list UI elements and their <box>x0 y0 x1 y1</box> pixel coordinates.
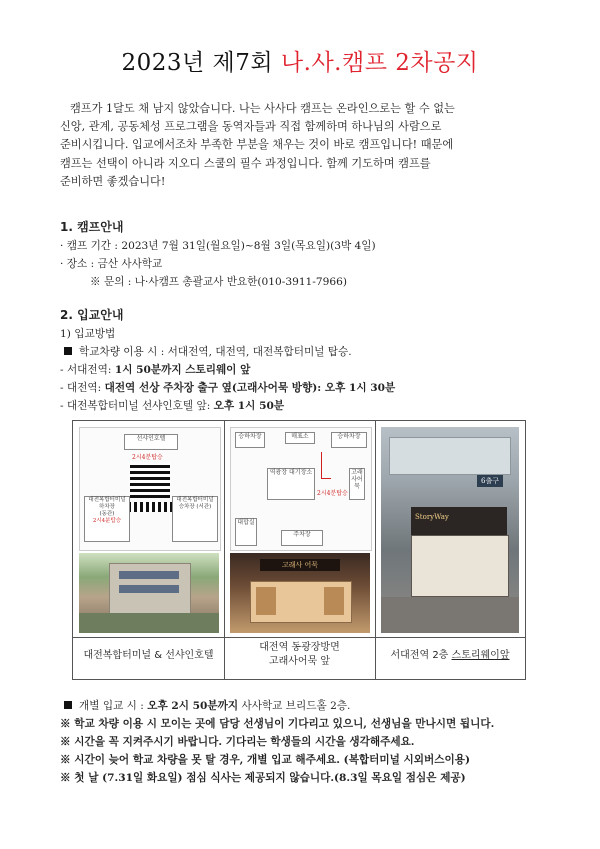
intro-line: 캠프가 1달도 채 남지 않았습니다. 나는 사사다 캠프는 온라인으로는 할 수 없는 <box>70 102 455 115</box>
intro-paragraph <box>60 100 560 191</box>
storyway-link[interactable]: 스토리웨이앞 <box>451 650 510 661</box>
intro-line: 신앙, 관계, 공동체성 프로그램을 동역자들과 직접 함께하며 하나님의 사람으로 <box>60 120 442 134</box>
exit-sign: 6출구 <box>477 475 503 487</box>
seodaejeon-caption-prefix: 서대전역 2층 <box>390 650 452 661</box>
entry-method-subheading: 1) 입교방법 <box>60 328 116 340</box>
map-building: 대합실 <box>235 518 257 546</box>
location-photos-panel <box>72 420 526 680</box>
camp-contact: ※ 문의 : 나·사캠프 총괄교사 반요한(010-3911-7966) <box>90 276 347 288</box>
divider <box>73 637 525 638</box>
seodaejeon-prefix: - 서대전역: <box>60 364 115 376</box>
terminal-prefix: - 대전복합터미널 선샤인호텔 앞: <box>60 400 214 412</box>
title-highlight: 나.사.캠프 2차공지 <box>280 50 479 76</box>
map-building: 대전복합터미널 승차장 (서관) <box>172 496 218 542</box>
seodaejeon-time: 1시 50분까지 스토리웨이 앞 <box>114 364 251 376</box>
note-line: ※ 학교 차량 이용 시 모이는 곳에 담당 선생님이 기다리고 있으니, 선생님을 만나시면 됩니다. <box>60 718 495 730</box>
map-building: 주차장 <box>281 530 323 546</box>
camp-place: · 장소 : 금산 사사학교 <box>60 258 163 270</box>
crosswalk <box>130 462 170 498</box>
terminal-time: 오후 1시 50분 <box>213 400 285 412</box>
intro-line: 캠프는 선택이 아니라 지오디 스쿨의 필수 과정입니다. 함께 기도하며 캠프를 <box>60 156 431 170</box>
daejeon-prefix: - 대전역: <box>60 382 105 394</box>
map-building: 선샤인호텔 <box>124 434 178 450</box>
map-pickup-label: 2시4분탑승 <box>132 454 163 461</box>
daejeon-caption-line1: 대전역 동광장방면 <box>259 642 340 653</box>
note-line: ※ 시간을 꼭 지켜주시기 바랍니다. 기다리는 학생들의 시간을 생각해주세요. <box>60 736 415 748</box>
map-building: 승하차장 <box>235 432 265 448</box>
seodaejeon-line <box>60 362 250 377</box>
terminal-caption: 대전복합터미널 & 선샤인호텔 <box>83 650 214 661</box>
map-building: 대전복합터미널 하차장 (동관) 2시4분탑승 <box>84 496 130 542</box>
daejeon-caption <box>224 641 375 669</box>
map-building: 고래사어묵 <box>349 468 365 500</box>
page-title <box>0 44 600 77</box>
individual-entry-prefix: 개별 입교 시 : <box>79 700 148 712</box>
individual-entry-time: 오후 2시 50분까지 <box>147 700 239 712</box>
map-waiting-area: 역광장 대기장소 <box>267 468 315 500</box>
school-bus-text: 학교차량 이용 시 : 서대전역, 대전역, 대전복합터미널 탑승. <box>79 346 352 358</box>
camp-info-heading: 1. 캠프안내 <box>60 220 124 234</box>
school-bus-line <box>62 344 352 359</box>
daejeon-time: 대전역 선상 주차장 출구 옆(고래사어묵 방향): 오후 1시 30분 <box>104 382 396 394</box>
square-bullet-icon <box>64 701 72 709</box>
map-pickup-label: 2시4분탑승 <box>317 490 348 497</box>
daejeon-station-photo <box>230 553 370 633</box>
storyway-sign: StoryWay <box>415 513 449 521</box>
map-building: 승하차장 <box>331 432 367 448</box>
daejeon-station-map <box>230 427 372 551</box>
entry-info-heading: 2. 입교안내 <box>60 308 124 322</box>
shop-sign: 고래사 어묵 <box>260 559 340 571</box>
intro-line: 준비시킵니다. 입교에서조차 부족한 부분을 채우는 것이 바로 캠프입니다! 때문에 <box>60 138 454 152</box>
individual-entry-line <box>62 698 350 713</box>
square-bullet-icon <box>64 347 72 355</box>
seodaejeon-caption <box>375 649 525 663</box>
terminal-map <box>79 427 221 551</box>
seodaejeon-photo <box>381 427 519 633</box>
divider <box>375 421 376 679</box>
individual-entry-place: 사사학교 브리드홀 2층. <box>238 700 351 712</box>
map-building: 매표소 <box>285 432 315 444</box>
note-line: ※ 첫 날 (7.31일 화요일) 점심 식사는 제공되지 않습니다.(8.3일 목요일 점심은 제공) <box>60 772 466 784</box>
terminal-line <box>60 398 284 413</box>
intro-line: 준비하면 좋겠습니다! <box>60 174 166 188</box>
title-prefix: 2023년 제7회 <box>121 50 274 76</box>
camp-period: · 캠프 기간 : 2023년 7월 31일(월요일)~8월 3일(목요일)(3박 4일) <box>60 240 376 252</box>
daejeon-caption-line2: 고래사어묵 앞 <box>268 656 331 667</box>
daejeon-line <box>60 380 395 395</box>
note-line: ※ 시간이 늦어 학교 차량을 못 탈 경우, 개별 입교 해주세요. (복합터미널 시외버스이용) <box>60 754 470 766</box>
terminal-photo <box>79 553 219 633</box>
